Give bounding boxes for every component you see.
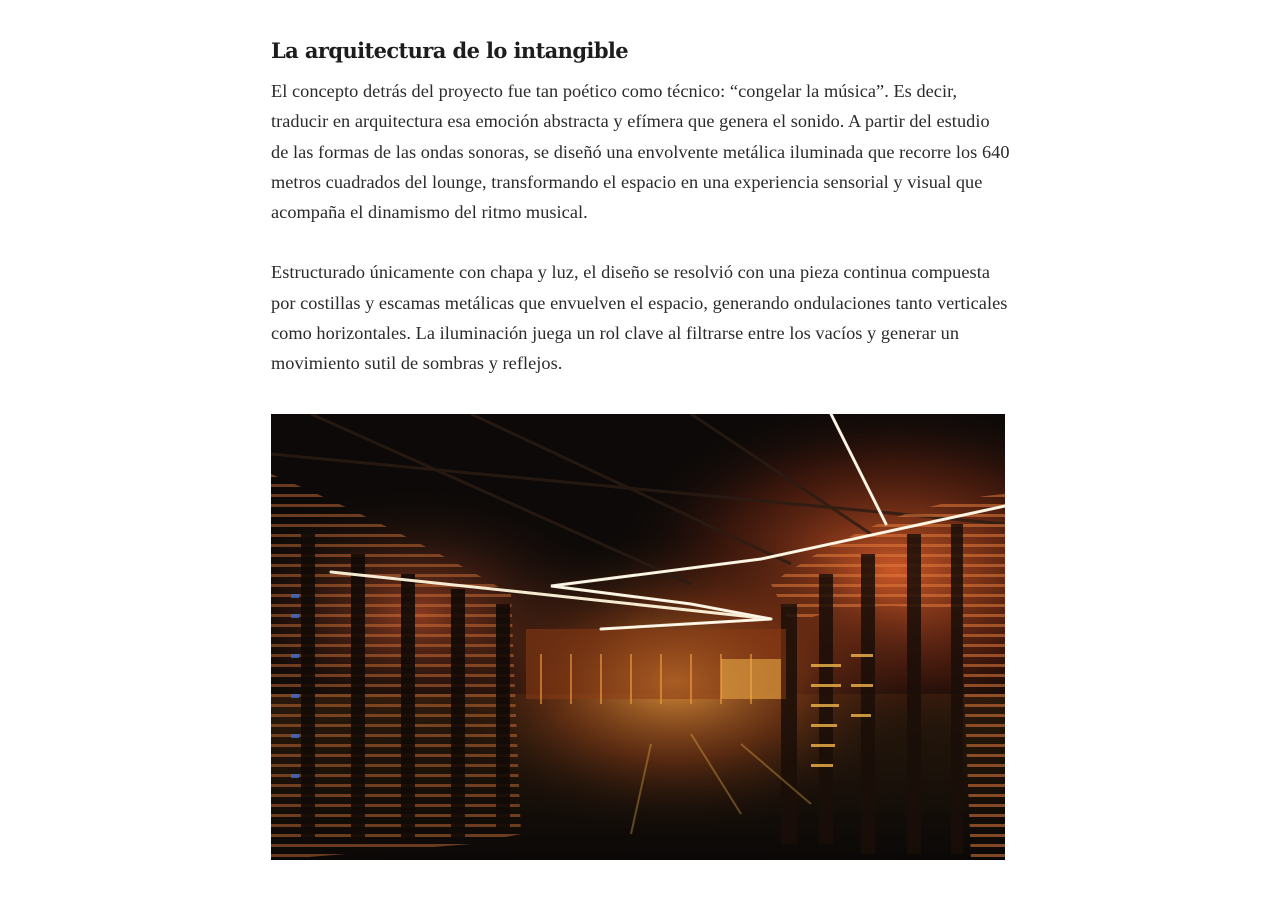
article-paragraph-2: Estructurado únicamente con chapa y luz, el diseño se resolvió con una pieza continua compuesta por costillas y escamas metálicas que envuelven el espacio, generando ondulaciones tanto verticales como horizontales. La iluminación juega un rol clave al filtrarse entre los vacíos y generar un movimiento sutil de sombras y reflejos. bbox=[271, 262, 1008, 374]
article bbox=[271, 36, 1011, 379]
article-paragraph-1: El concepto detrás del proyecto fue tan poético como técnico: “congelar la música”. Es decir, traducir en arquitectura esa emoción abstracta y efímera que genera el sonido. A partir del estudio de las formas de las ondas sonoras, se diseñó una envolvente metálica iluminada que recorre los 640 metros cuadrados del lounge, transformando el espacio en una experiencia sensorial y visual que acompaña el dinamismo del ritmo musical. bbox=[271, 81, 1010, 223]
lounge-photo bbox=[271, 414, 1005, 860]
lounge-photo-illustration bbox=[271, 414, 1005, 860]
article-title: La arquitectura de lo intangible bbox=[271, 38, 629, 63]
